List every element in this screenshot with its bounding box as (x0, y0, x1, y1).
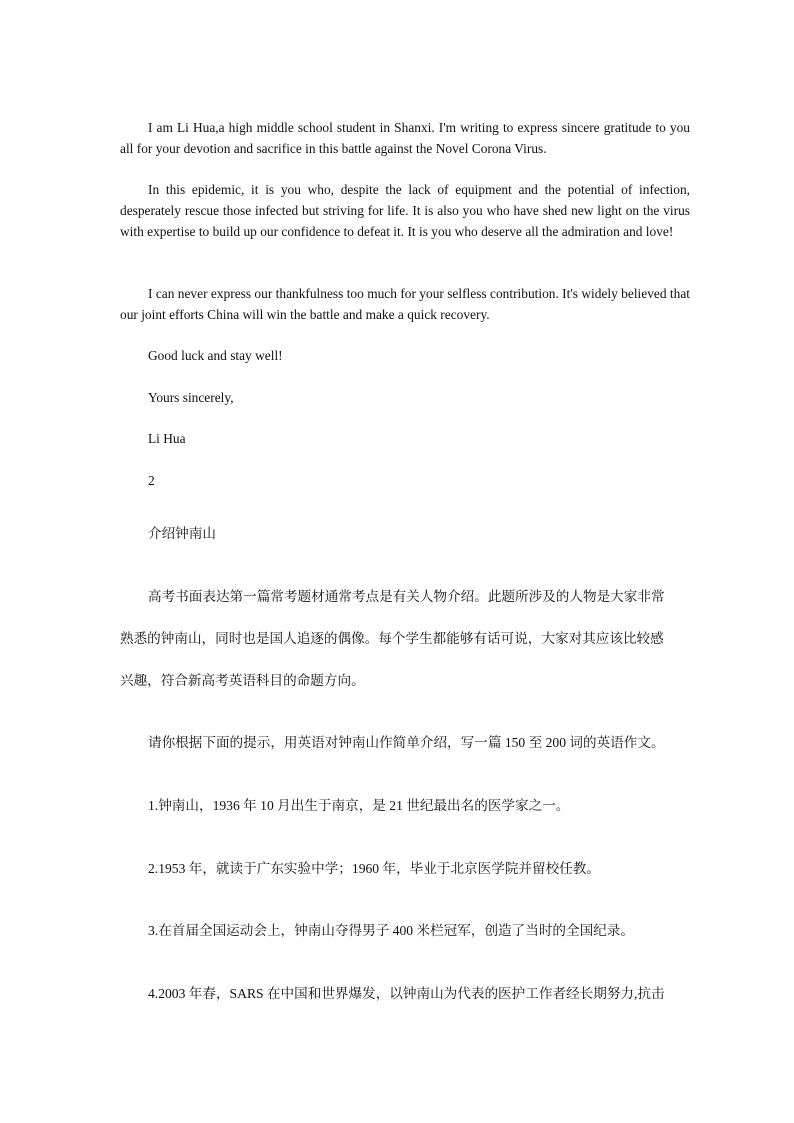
section-title: 介绍钟南山 (148, 526, 216, 541)
letter-paragraph-2: In this epidemic, it is you who, despite the lack of equipment and the potential of infection, desperately rescue those infected but striving for life. It is also you who have shed new light on the virus with expertise to build up our confidence to defeat it. It is you who deserve all the admiration and love! (120, 182, 690, 239)
intro-line: 高考书面表达第一篇常考题材通常考点是有关人物介绍。此题所涉及的人物是大家非常 (148, 589, 665, 604)
letter-paragraph-3: I can never express our thankfulness too much for your selfless contribution. It's widely believed that our joint efforts China will win the battle and make a quick recovery. (120, 286, 690, 322)
section-intro (120, 576, 690, 702)
letter-paragraph-1: I am Li Hua,a high middle school student in Shanxi. I'm writing to express sincere gratitude to you all for your devotion and sacrifice in this battle against the Novel Corona Virus. (120, 120, 690, 156)
letter-closing-1: Good luck and stay well! (148, 348, 283, 363)
letter-closing-2: Yours sincerely, (148, 390, 234, 405)
point-item: 2.1953 年，就读于广东实验中学；1960 年，毕业于北京医学院并留校任教。 (148, 861, 600, 876)
point-item: 3.在首届全国运动会上，钟南山夺得男子 400 米栏冠军，创造了当时的全国纪录。 (148, 923, 634, 938)
point-item: 1.钟南山，1936 年 10 月出生于南京，是 21 世纪最出名的医学家之一。 (148, 798, 570, 813)
intro-line: 熟悉的钟南山，同时也是国人追逐的偶像。每个学生都能够有话可说，大家对其应该比较感 (120, 631, 664, 646)
letter-signature: Li Hua (148, 431, 186, 446)
section-number: 2 (148, 473, 155, 488)
task-instruction: 请你根据下面的提示，用英语对钟南山作简单介绍，写一篇 150 至 200 词的英语作文。 (148, 735, 665, 750)
intro-line: 兴趣，符合新高考英语科目的命题方向。 (120, 673, 365, 688)
point-item: 4.2003 年春，SARS 在中国和世界爆发，以钟南山为代表的医护工作者经长期努力,抗击 (148, 986, 665, 1001)
